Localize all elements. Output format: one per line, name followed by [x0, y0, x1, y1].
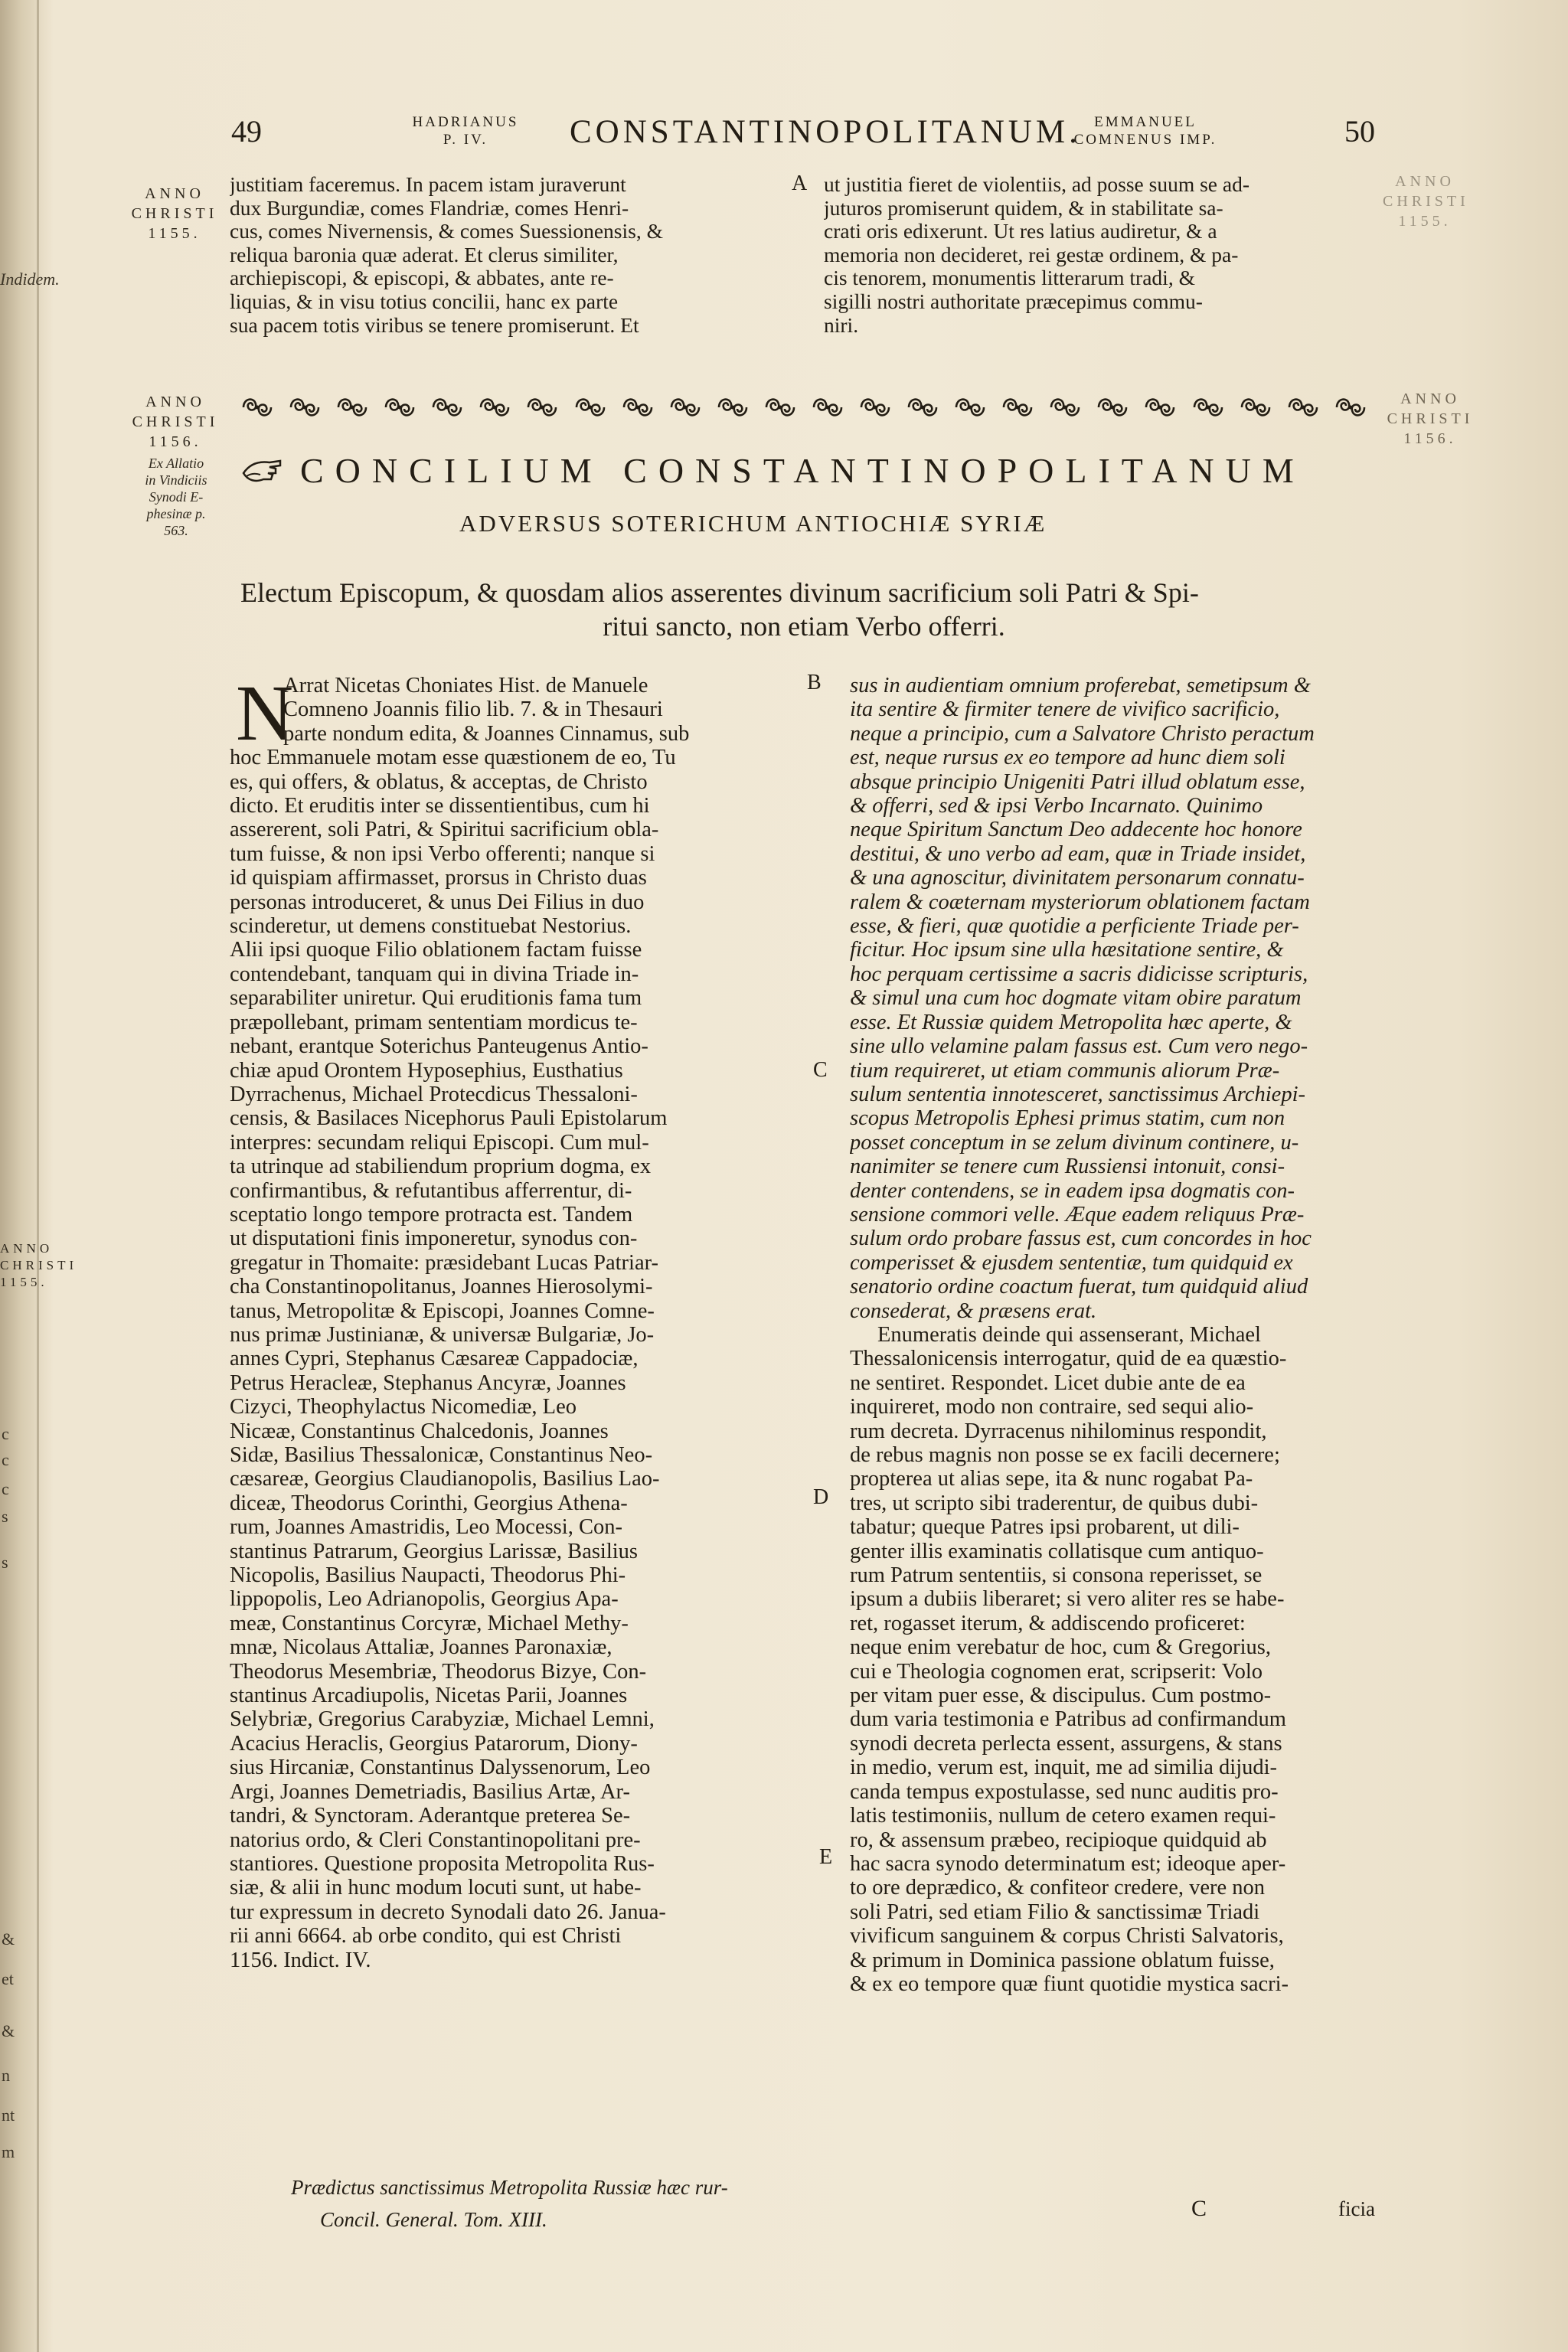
main-right-roman-line: Enumeratis deinde qui assenserant, Michael	[877, 1322, 1261, 1347]
main-left-line: Acacius Heraclis, Georgius Patarorum, Diony-	[230, 1731, 638, 1756]
main-left-line: diceæ, Theodorus Corinthi, Georgius Athena-	[230, 1491, 628, 1515]
main-left-line: gregatur in Thomaite: præsidebant Lucas Patriar-	[230, 1250, 659, 1275]
main-left-line: es, qui offers, & oblatus, & acceptas, de Christo	[230, 769, 648, 794]
main-left-line: Nicopolis, Basilius Naupacti, Theodorus Phi-	[230, 1563, 626, 1588]
main-left-line: Nicææ, Constantinus Chalcedonis, Joannes	[230, 1419, 609, 1443]
section-marker-a: A	[792, 172, 808, 195]
main-right-roman-line: de rebus magnis non posse se ex facili decernere;	[850, 1443, 1280, 1467]
main-left-line: annes Cypri, Stephanus Cæsareæ Cappadociæ,	[230, 1347, 639, 1371]
fleuron-ornament-icon	[286, 392, 323, 423]
top-left-line: dux Burgundiæ, comes Flandriæ, comes Henri-	[230, 196, 629, 220]
section-marker-b: B	[807, 671, 822, 694]
main-left-line: censis, & Basilaces Nicephorus Pauli Epistolarum	[230, 1106, 668, 1131]
main-right-roman-line: latis testimoniis, nullum de cetero examen requi-	[850, 1804, 1276, 1828]
main-left-line: ut disputationi finis imponeretur, synodus con-	[230, 1227, 638, 1251]
top-left-line: cus, comes Nivernensis, & comes Suessionensis, &	[230, 220, 663, 243]
margin-source-note: Ex Allatio in Vindiciis Synodi E- phesinæ p. 563.	[145, 456, 207, 538]
main-right-roman-line: vivificum sanguinem & corpus Christi Salvatoris,	[850, 1924, 1284, 1949]
left-page-fragment-year: ANNO CHRISTI 1155.	[0, 1241, 78, 1289]
main-left-line: stantiores. Questione proposita Metropolita Rus-	[230, 1851, 655, 1876]
main-left-line: mnæ, Nicolaus Attaliæ, Joannes Paronaxiæ,	[230, 1635, 612, 1660]
main-right-italic-line: destitui, & uno verbo ad eam, quæ in Triade insidet,	[850, 841, 1306, 866]
main-left-line: contendebant, tanquam qui in divina Triade in-	[230, 962, 639, 986]
main-right-italic-line: sulum sententia innotesceret, sanctissimus Archiepi-	[850, 1082, 1305, 1106]
main-right-roman-line: soli Patri, sed etiam Filio & sanctissimæ Triadi	[850, 1900, 1260, 1924]
main-left-line: personas introduceret, & unus Dei Filius in duo	[230, 890, 645, 914]
main-left-line: cha Constantinopolitanus, Joannes Hierosolymi-	[230, 1275, 653, 1299]
main-left-line: siæ, & alii in hunc modum locuti sunt, ut habe-	[230, 1876, 642, 1900]
main-right-italic-line: tium requireret, ut etiam communis aliorum Præ-	[850, 1058, 1280, 1083]
top-left-line: archiepiscopi, & episcopi, & abbates, ante re-	[230, 266, 614, 290]
main-right-roman-line: cui e Theologia cognomen erat, scripserit: Volo	[850, 1659, 1263, 1684]
main-right-italic-line: sus in audientiam omnium proferebat, semetipsum &	[850, 674, 1311, 697]
main-left-line: Sidæ, Basilius Thessalonicæ, Constantinus Neo-	[230, 1443, 653, 1467]
main-right-roman-line: synodi decreta perlecta essent, assurgens, & stans	[850, 1731, 1282, 1756]
left-running-title: HADRIANUS P. IV.	[412, 114, 519, 148]
main-right-italic-line: absque principio Unigeniti Patri illud oblatum esse,	[850, 769, 1305, 794]
main-left-line: tur expressum in decreto Synodali dato 26. Janua-	[230, 1900, 666, 1924]
catchword: ficia	[1338, 2197, 1375, 2220]
main-right-italic-line: esse. Et Russiæ quidem Metropolita hæc aperte, &	[850, 1010, 1292, 1034]
running-title: CONSTANTINOPOLITANUM.	[570, 114, 1081, 150]
section-marker-d: D	[813, 1485, 829, 1509]
top-right-line: memoria non decideret, rei gestæ ordinem, & pa-	[824, 243, 1239, 266]
main-left-line: sius Hircaniæ, Constantinus Dalyssenorum, Leo	[230, 1756, 651, 1780]
main-left-line: cæsareæ, Georgius Claudianopolis, Basilius Lao-	[230, 1467, 660, 1491]
main-left-line: parte nondum edita, & Joannes Cinnamus, sub	[283, 721, 690, 746]
main-right-italic-line: sulum ordo probare fassus est, cum concordes in hoc	[850, 1227, 1312, 1251]
main-right-roman-line: ne sentiret. Respondet. Licet dubie ante de ea	[850, 1370, 1246, 1395]
edge-character: c	[2, 1479, 9, 1498]
main-left-line: tandri, & Synctoram. Aderantque preterea Se-	[230, 1804, 631, 1828]
edge-character: n	[2, 2066, 10, 2085]
main-left-line: Arrat Nicetas Choniates Hist. de Manuele	[283, 674, 648, 697]
main-right-roman-line: & primum in Dominica passione oblatum fuisse,	[850, 1948, 1275, 1972]
main-right-column	[850, 674, 1378, 1996]
main-left-line: tanus, Metropolitæ & Episcopi, Joannes Comne-	[230, 1298, 655, 1323]
main-right-italic-line: esse, & fieri, quæ quotidie a perficiente Triade per-	[850, 914, 1299, 939]
edge-character: &	[2, 2021, 15, 2040]
main-left-column	[230, 669, 812, 1972]
council-subtitle: ADVERSUS SOTERICHUM ANTIOCHIÆ SYRIÆ	[459, 510, 1047, 537]
main-left-line: Alii ipsi quoque Filio oblationem factam fuisse	[230, 938, 642, 962]
ornamental-fleuron-band	[239, 389, 1369, 426]
top-right-line: crati oris edixerunt. Ut res latius audiretur, & a	[824, 220, 1217, 243]
main-left-line: scinderetur, ut demens constituebat Nestorius.	[230, 914, 632, 939]
main-left-line: stantinus Arcadiupolis, Nicetas Parii, Joannes	[230, 1684, 628, 1708]
council-description: Electum Episcopum, & quosdam alios asserentes divinum sacrificium soli Patri & Spi- ritui sancto, non etiam Verbo offerri.	[240, 577, 1199, 642]
edge-character: m	[2, 2142, 15, 2161]
main-left-line: Dyrrachenus, Michael Protecdicus Thessaloni-	[230, 1082, 638, 1106]
fleuron-ornament-icon	[904, 392, 941, 423]
main-right-italic-line: denter contendens, se in eadem ipsa dogmatis con-	[850, 1178, 1295, 1203]
edge-character: nt	[2, 2105, 15, 2125]
catchline: Prædictus sanctissimus Metropolita Russiæ hæc rur-	[291, 2176, 728, 2199]
main-left-line: Argi, Joannes Demetriadis, Basilius Artæ, Ar-	[230, 1779, 630, 1804]
main-left-line: nus primæ Justinianæ, & universæ Bulgariæ, Jo-	[230, 1322, 655, 1347]
main-left-line: rii anni 6664. ab orbe condito, qui est Christi	[230, 1924, 622, 1949]
main-right-italic-line: sensione commori velle. Æque eadem reliquus Præ-	[850, 1202, 1305, 1227]
fleuron-ornament-icon	[524, 392, 560, 423]
fleuron-ornament-icon	[476, 392, 513, 423]
top-right-line: sigilli nostri authoritate præcepimus commu-	[824, 289, 1203, 313]
main-right-italic-line: sine ullo velamine palam fassus est. Cum vero nego-	[850, 1034, 1308, 1059]
main-left-line: dicto. Et eruditis inter se dissentientibus, cum hi	[230, 794, 650, 818]
main-right-italic-line: nanimiter se tenere cum Russiensi intonuit, consi-	[850, 1155, 1285, 1179]
fleuron-ornament-icon	[952, 392, 988, 423]
main-left-line: natorius ordo, & Cleri Constantinopolitani pre-	[230, 1828, 641, 1852]
main-right-italic-line: est, neque rursus ex eo tempore ad hunc diem soli	[850, 746, 1285, 770]
fleuron-ornament-icon	[762, 392, 799, 423]
signature-mark: C	[1191, 2196, 1207, 2221]
gutter-shadow	[37, 0, 39, 2352]
main-right-roman-line: hac sacra synodo determinatum est; ideoque aper-	[850, 1851, 1286, 1876]
top-right-column	[824, 173, 1383, 337]
fleuron-ornament-icon	[1142, 392, 1178, 423]
council-title: CONCILIUM CONSTANTINOPOLITANUM	[300, 451, 1305, 490]
main-left-line: id quispiam affirmasset, prorsus in Christo duas	[230, 866, 647, 890]
fleuron-ornament-icon	[572, 392, 609, 423]
main-right-roman-line: tres, ut scripto sibi traderentur, de quibus dubi-	[850, 1491, 1259, 1515]
top-left-line: sua pacem totis viribus se tenere promiserunt. Et	[230, 313, 639, 337]
main-left-line: confirmantibus, & refutantibus afferrentur, di-	[230, 1178, 632, 1203]
main-left-line: stantinus Patrarum, Georgius Larissæ, Basilius	[230, 1539, 639, 1563]
edge-character: et	[2, 1969, 14, 1988]
fleuron-ornament-icon	[1094, 392, 1131, 423]
main-left-line: meæ, Constantinus Corcyræ, Michael Methy-	[230, 1611, 629, 1635]
main-right-roman-line: tabatur; queque Patres ipsi probarent, ut dili-	[850, 1515, 1240, 1540]
main-right-italic-line: scopus Metropolis Ephesi primus statim, cum non	[850, 1106, 1285, 1131]
main-right-italic-line: senatorio ordine coactum fuerat, tum quidquid aliud	[850, 1275, 1308, 1299]
main-right-roman-line: ro, & assensum præbeo, recipioque quidquid ab	[850, 1828, 1267, 1852]
main-right-roman-line: canda tempus expostulasse, sed nunc auditis pro-	[850, 1779, 1279, 1804]
main-right-italic-line: posset conceptum in se zelum divinum continere, u-	[850, 1130, 1299, 1155]
main-right-roman-line: ret, rogasset iterum, & addiscendo proficeret:	[850, 1611, 1246, 1635]
section-marker-c: C	[813, 1058, 828, 1082]
main-left-line: Cizyci, Theophylactus Nicomediæ, Leo	[230, 1395, 577, 1419]
main-left-line: hoc Emmanuele motam esse quæstionem de eo, Tu	[230, 746, 676, 770]
main-right-roman-line: per vitam puer esse, & discipulus. Cum postmo-	[850, 1684, 1272, 1708]
left-page-number: 49	[231, 114, 262, 149]
top-right-line: juturos promiserunt quidem, & in stabilitate sa-	[824, 196, 1223, 220]
main-left-line: sceptatio longo tempore protracta est. Tandem	[230, 1202, 633, 1227]
main-left-line: nebant, erantque Soterichus Panteugenus Antio-	[230, 1034, 648, 1059]
main-right-italic-line: ralem & coæternam mysteriorum oblationem factam	[850, 890, 1310, 914]
main-right-italic-line: ficitur. Hoc ipsum sine ulla hæsitatione sentire, &	[850, 938, 1284, 962]
main-left-line: Comneno Joannis filio lib. 7. & in Thesauri	[283, 697, 663, 722]
fleuron-ornament-icon	[1237, 392, 1274, 423]
main-right-roman-line: propterea ut alias sepe, ita & nunc rogabat Pa-	[850, 1467, 1253, 1491]
left-page-fragment-top: Indidem.	[0, 270, 60, 289]
margin-year-1155-right: ANNO CHRISTI 1155.	[1383, 173, 1469, 230]
right-page-number: 50	[1344, 114, 1375, 149]
main-left-line: chiæ apud Orontem Hyposephius, Eusthatius	[230, 1058, 623, 1083]
margin-year-1156-left: ANNO CHRISTI 1156.	[132, 394, 219, 450]
right-running-title: EMMANUEL COMNENUS IMP.	[1073, 114, 1217, 148]
edge-character: s	[2, 1553, 8, 1572]
main-left-line: ta utrinque ad stabiliendum proprium dogma, ex	[230, 1155, 652, 1179]
manicule-icon	[239, 450, 285, 488]
fleuron-ornament-icon	[619, 392, 656, 423]
fleuron-ornament-icon	[999, 392, 1036, 423]
fleuron-ornament-icon	[1190, 392, 1227, 423]
edge-character: c	[2, 1424, 9, 1443]
main-right-italic-line: & una agnoscitur, divinitatem personarum connatu-	[850, 866, 1305, 890]
main-right-roman-line: rum Patrum sententiis, si consona reperisset, se	[850, 1563, 1263, 1588]
top-right-line: niri.	[824, 313, 859, 337]
main-left-line: separabiliter uniretur. Qui eruditionis fama tum	[230, 986, 642, 1011]
main-right-roman-line: neque enim verebatur de hoc, cum & Gregorius,	[850, 1635, 1272, 1660]
fleuron-ornament-icon	[239, 392, 276, 423]
fleuron-ornament-icon	[1332, 392, 1369, 423]
main-right-italic-line: & simul una cum hoc dogmate vitam obire paratum	[850, 986, 1302, 1011]
main-left-line: assererent, soli Patri, & Spiritui sacrificium obla-	[230, 818, 659, 842]
main-right-italic-line: hoc perquam certissime a sacris didicisse scripturis,	[850, 962, 1308, 986]
edge-character: &	[2, 1929, 15, 1949]
drop-cap-initial: N	[236, 669, 294, 757]
top-left-line: liquias, & in visu totius concilii, hanc ex parte	[230, 289, 619, 313]
fleuron-ornament-icon	[334, 392, 371, 423]
main-left-line: præpollebant, primam sententiam mordicus te-	[230, 1010, 638, 1034]
fleuron-ornament-icon	[809, 392, 846, 423]
edge-character: s	[2, 1507, 8, 1526]
edge-character: c	[2, 1450, 9, 1469]
fleuron-ornament-icon	[1047, 392, 1083, 423]
fleuron-ornament-icon	[667, 392, 704, 423]
main-right-italic-line: neque Spiritum Sanctum Deo addecente hoc honore	[850, 818, 1302, 842]
main-right-roman-line: inquireret, modo non contraire, sed sequi alio-	[850, 1395, 1254, 1419]
top-left-column	[230, 173, 789, 337]
fleuron-ornament-icon	[714, 392, 751, 423]
main-right-italic-line: consederat, & præsens erat.	[850, 1298, 1097, 1323]
main-left-line: interpres: secundam reliqui Episcopi. Cum mul-	[230, 1130, 649, 1155]
main-left-line: Theodorus Mesembriæ, Theodorus Bizye, Con-	[230, 1659, 647, 1684]
fleuron-ornament-icon	[1285, 392, 1321, 423]
margin-year-1155-left: ANNO CHRISTI 1155.	[131, 185, 218, 242]
top-left-line: reliqua baronia quæ aderat. Et clerus similiter,	[230, 243, 619, 266]
main-left-line: tum fuisse, & non ipsi Verbo offerenti; nanque si	[230, 841, 655, 866]
fleuron-ornament-icon	[381, 392, 418, 423]
top-left-line: justitiam faceremus. In pacem istam juraverunt	[230, 173, 626, 196]
signature-line: Concil. General. Tom. XIII.	[320, 2208, 547, 2231]
main-right-roman-line: dum varia testimonia e Patribus ad confirmandum	[850, 1707, 1286, 1732]
main-left-line: 1156. Indict. IV.	[230, 1948, 371, 1972]
main-right-roman-line: genter illis examinatis collatisque cum antiquo-	[850, 1539, 1264, 1563]
main-right-roman-line: to ore deprædico, & confiteor credere, vere non	[850, 1876, 1266, 1900]
section-marker-e: E	[819, 1845, 833, 1869]
main-left-line: lippopolis, Leo Adrianopolis, Georgius Apa-	[230, 1587, 619, 1612]
top-right-line: cis tenorem, monumentis litterarum tradi, &	[824, 266, 1195, 290]
margin-year-1156-right: ANNO CHRISTI 1156.	[1387, 390, 1474, 447]
fleuron-ornament-icon	[429, 392, 466, 423]
main-right-italic-line: comperisset & ejusdem sententiæ, tum quidquid ex	[850, 1250, 1293, 1275]
main-right-roman-line: in medio, verum est, inquit, me ad similia dijudi-	[850, 1756, 1278, 1780]
main-left-line: rum, Joannes Amastridis, Leo Mocessi, Con-	[230, 1515, 622, 1540]
main-right-roman-line: & ex eo tempore quæ fiunt quotidie mystica sacri-	[850, 1971, 1289, 1996]
fleuron-ornament-icon	[857, 392, 893, 423]
main-left-line: Petrus Heracleæ, Stephanus Ancyræ, Joannes	[230, 1370, 626, 1395]
main-right-roman-line: rum decreta. Dyrracenus nihilominus respondit,	[850, 1419, 1267, 1443]
main-right-italic-line: ita sentire & firmiter tenere de vivifico sacrificio,	[850, 697, 1280, 722]
main-right-roman-line: ipsum a dubiis liberaret; si vero aliter res se habe-	[850, 1587, 1285, 1612]
main-right-italic-line: neque a principio, cum a Salvatore Christo peractum	[850, 721, 1315, 746]
main-right-italic-line: & offerri, sed & ipsi Verbo Incarnato. Quinimo	[850, 794, 1263, 818]
top-right-line: ut justitia fieret de violentiis, ad posse suum se ad-	[824, 173, 1250, 196]
main-right-roman-line: Thessalonicensis interrogatur, quid de ea quæstio-	[850, 1347, 1287, 1371]
main-left-line: Selybriæ, Gregorius Carabyziæ, Michael Lemni,	[230, 1707, 655, 1732]
